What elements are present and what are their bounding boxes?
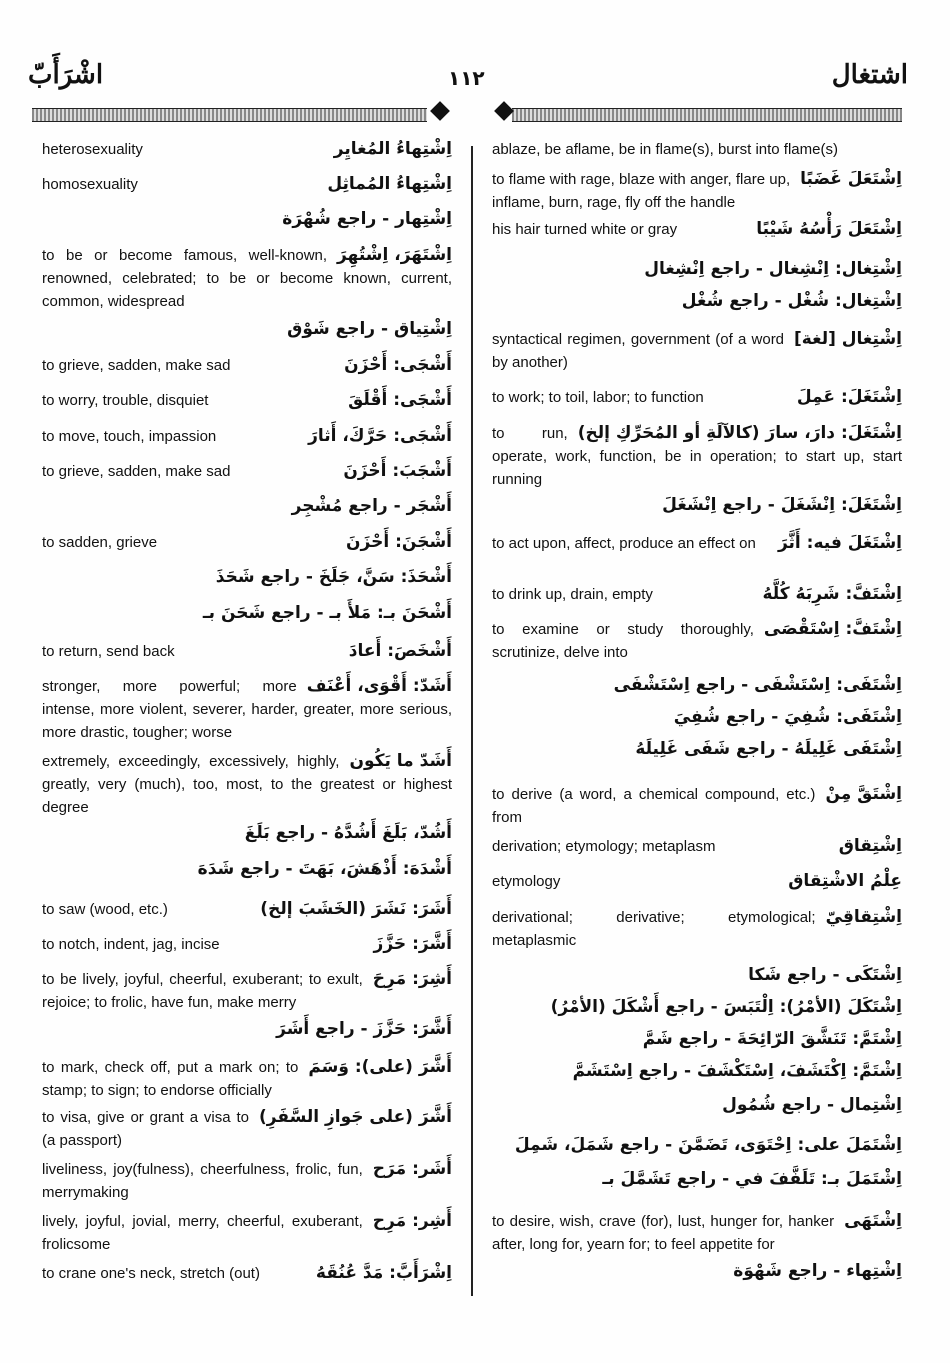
dictionary-entry (42, 898, 452, 921)
arabic-term: اِشْتِغال: شُغْل - راجع شُغْل (681, 291, 902, 311)
dictionary-entry (42, 675, 452, 744)
dictionary-entry (42, 1262, 452, 1285)
arabic-term: أَشْجَر - راجع مُشْجِر (291, 496, 452, 516)
english-definition: etymology (492, 873, 561, 890)
dictionary-entry (492, 1168, 902, 1191)
arabic-term: اِشْتَقَّ مِنْ (825, 784, 902, 804)
dictionary-entry (492, 835, 902, 858)
arabic-term: اِشْتَغَلَ: اِنْشَغَلَ - راجع اِنْشَغَلَ (662, 495, 902, 515)
diamond-ornament-icon (430, 101, 450, 121)
dictionary-entry (492, 494, 902, 517)
dictionary-entry (42, 531, 452, 554)
arabic-term: اِشْتَفَى: اِسْتَشْفَى - راجع اِسْتَشْفَى (613, 675, 902, 695)
english-definition: heterosexuality (42, 141, 143, 158)
dictionary-entry (42, 1210, 452, 1256)
english-definition: stronger, more powerful; more intense, more violent, severer, harder, greater, more serious, more drastic, tougher; worse (42, 678, 452, 741)
dictionary-entry (492, 583, 902, 606)
dictionary-entry (492, 290, 902, 313)
dictionary-entry (492, 964, 902, 987)
dictionary-entry (492, 138, 902, 161)
dictionary-entry (42, 244, 452, 313)
dictionary-entry (492, 674, 902, 697)
arabic-term: أَشَرَ: نَشَرَ (الخَشَبَ إلخ) (260, 899, 452, 919)
header-rule-right (512, 108, 902, 122)
english-definition: to worry, trouble, disquiet (42, 392, 209, 409)
arabic-term: أَشَّرَ (على جَوازِ السَّفَرِ) (258, 1107, 452, 1127)
dictionary-entry (492, 532, 902, 555)
arabic-term: اِشْتِهاء - راجع شَهْوَة (733, 1261, 902, 1281)
english-definition: to sadden, grieve (42, 534, 158, 551)
dictionary-entry (42, 602, 452, 625)
english-definition: to be lively, joyful, cheerful, exuberant; to exult, rejoice; to frolic, have fun, make merry (42, 971, 363, 1011)
english-definition: derivation; etymology; metaplasm (492, 838, 716, 855)
arabic-term: أَشَر: مَرَح (372, 1159, 452, 1179)
dictionary-entry (42, 1106, 452, 1152)
arabic-term: اِشْتَغَلَ: عَمِلَ (796, 387, 902, 407)
dictionary-entry (492, 422, 902, 491)
arabic-term: اِشْتَفَى غَلِيلَهُ - راجع شَفَى غَلِيلَهُ (635, 739, 902, 759)
arabic-term: أَشِرَ: مَرِحَ (372, 969, 452, 989)
arabic-term: اِشْتَكَلَ (الأمْرُ): اِلْتَبَسَ - راجع أَشْكَلَ (الأمْرُ) (550, 997, 902, 1017)
arabic-term: اِشْرَأَبَّ: مَدَّ عُنُقَهُ (315, 1263, 452, 1283)
english-definition: to grieve, sadden, make sad (42, 463, 231, 480)
dictionary-entry (492, 328, 902, 374)
dictionary-entry (492, 783, 902, 829)
dictionary-entry (492, 218, 902, 241)
dictionary-entry (42, 968, 452, 1014)
arabic-term: اِشْتَكَى - راجع شَكا (748, 965, 902, 985)
english-definition: syntactical regimen, government (of a word by another) (492, 331, 785, 371)
english-definition: liveliness, joy(fulness), cheerfulness, frolic, fun, merrymaking (42, 1161, 363, 1201)
dictionary-entry (42, 138, 452, 161)
english-definition: homosexuality (42, 176, 138, 193)
dictionary-entry (492, 1028, 902, 1051)
english-definition: to drink up, drain, empty (492, 586, 653, 603)
dictionary-entry (42, 389, 452, 412)
arabic-term: أَشْخَصَ: أَعادَ (348, 641, 452, 661)
dictionary-entry (42, 640, 452, 663)
arabic-term: اِشْتَمَلَ بـ: تَلَفَّفَ في - راجع تَشَمَّلَ بـ (602, 1169, 902, 1189)
header-rule-left (32, 108, 427, 122)
dictionary-entry (492, 1094, 902, 1117)
arabic-term: اِشْتَفَّ: شَرِبَهُ كُلَّهُ (762, 584, 902, 604)
english-definition: his hair turned white or gray (492, 221, 678, 238)
guide-word-right: اشتغال (831, 60, 908, 90)
arabic-term: أَشْحَنَ بـ: مَلأَ بـ - راجع شَحَنَ بـ (202, 603, 452, 623)
dictionary-entry (42, 1018, 452, 1041)
dictionary-entry (42, 1158, 452, 1204)
dictionary-entry (42, 208, 452, 231)
arabic-term: اِشْتِقاقِيّ (825, 907, 902, 927)
dictionary-entry (492, 906, 902, 952)
arabic-term: اِشْتَهَى (844, 1211, 902, 1231)
dictionary-entry (492, 738, 902, 761)
english-definition: to desire, wish, crave (for), lust, hunger for, hanker after, long for, yearn for; to feel appetite for (492, 1213, 835, 1253)
english-definition: derivational; derivative; etymological; metaplasmic (492, 909, 816, 949)
dictionary-entry (492, 168, 902, 214)
arabic-term: أَشْجَنَ: أَحْزَنَ (346, 532, 452, 552)
dictionary-entry (42, 318, 452, 341)
arabic-term: اِشْتَهَرَ، اِشْتُهِرَ (337, 245, 452, 265)
dictionary-entry (42, 858, 452, 881)
arabic-term: أَشُدّ، بَلَغَ أَشُدَّهُ - راجع بَلَغَ (244, 823, 452, 843)
arabic-term: اِشْتِغال [لغة] (794, 329, 902, 349)
english-definition: to move, touch, impassion (42, 428, 217, 445)
dictionary-entry (42, 1056, 452, 1102)
english-definition: to flame with rage, blaze with anger, flare up, inflame, burn, rage, fly off the handle (492, 171, 791, 211)
dictionary-entry (492, 618, 902, 664)
arabic-term: أَشْحَذَ: سَنَّ، جَلَخَ - راجع شَحَذَ (215, 567, 452, 587)
dictionary-entry (42, 822, 452, 845)
dictionary-entry (492, 706, 902, 729)
arabic-term: اِشْتِهاءُ المُغايِر (333, 139, 452, 159)
dictionary-entry (42, 354, 452, 377)
arabic-term: اِشْتِغال: اِنْشِغال - راجع اِنْشِغال (644, 259, 902, 279)
english-definition: to mark, check off, put a mark on; to stamp; to sign; to endorse officially (42, 1059, 299, 1099)
dictionary-entry (492, 258, 902, 281)
arabic-term: اِشْتَمَلَ على: اِحْتَوَى، تَضَمَّنَ - راجع شَمَلَ، شَمِلَ (514, 1135, 902, 1155)
arabic-term: عِلْمُ الاشْتِقاق (788, 871, 902, 891)
english-definition: to return, send back (42, 643, 175, 660)
english-definition: to saw (wood, etc.) (42, 901, 168, 918)
dictionary-entry (42, 750, 452, 819)
arabic-term: أَشْجَى: أَقْلَقَ (348, 390, 452, 410)
column-divider (471, 146, 473, 1296)
dictionary-entry (42, 495, 452, 518)
english-definition: to grieve, sadden, make sad (42, 357, 231, 374)
arabic-term: اِشْتِهار - راجع شُهْرَة (282, 209, 452, 229)
arabic-term: اِشْتِياق - راجع شَوْق (287, 319, 452, 339)
english-definition: to visa, give or grant a visa to (a passport) (42, 1109, 249, 1149)
arabic-term: أَشَدّ: أَقْوَى، أَعْنَف (306, 676, 452, 696)
dictionary-entry (492, 386, 902, 409)
dictionary-entry (42, 173, 452, 196)
arabic-term: اِشْتِهاءُ المُماثِل (327, 174, 452, 194)
arabic-term: أَشْدَهَ: أَذْهَشَ، بَهَتَ - راجع شَدَهَ (197, 859, 452, 879)
arabic-term: أَشْجَى: حَرَّكَ، أَثارَ (308, 426, 452, 446)
dictionary-entry (42, 460, 452, 483)
arabic-term: اِشْتِمال - راجع شُمُول (722, 1095, 902, 1115)
arabic-term: أَشَّرَ: حَزَّزَ (373, 934, 452, 954)
dictionary-entry (42, 566, 452, 589)
english-definition: to crane one's neck, stretch (out) (42, 1265, 260, 1282)
arabic-term: اِشْتَغَلَ: دارَ، سارَ (كالآلَةِ أو المُحَرِّكِ إلخ) (577, 423, 902, 443)
arabic-term: أَشَدّ ما يَكُون (349, 751, 452, 771)
arabic-term: أَشَّرَ: حَزَّزَ - راجع أَشَرَ (276, 1019, 452, 1039)
english-definition: to act upon, affect, produce an effect on (492, 535, 756, 552)
arabic-term: أَشْجَبَ: أَحْزَنَ (343, 461, 452, 481)
arabic-term: أَشِر: مَرِح (372, 1211, 452, 1231)
arabic-term: اِشْتَغَلَ فيه: أَثَّرَ (777, 533, 902, 553)
page-header (28, 60, 908, 100)
arabic-term: اِشْتَفَى: شُفِيَ - راجع شُفِيَ (673, 707, 902, 727)
arabic-term: اِشْتَعَلَ رَأْسُهُ شَيْبًا (756, 219, 902, 239)
english-definition: ablaze, be aflame, be in flame(s), burst into flame(s) (492, 141, 838, 158)
dictionary-entry (42, 425, 452, 448)
english-definition: to run, operate, work, function, be in operation; to start up, start running (492, 425, 902, 488)
arabic-term: أَشَّرَ (على): وَسَمَ (308, 1057, 452, 1077)
arabic-term: اِشْتَعَلَ غَضَبًا (800, 169, 902, 189)
arabic-term: اِشْتِقاق (838, 836, 902, 856)
dictionary-entry (492, 1210, 902, 1256)
english-definition: to examine or study thoroughly, scrutinize, delve into (492, 621, 754, 661)
dictionary-entry (42, 933, 452, 956)
english-definition: lively, joyful, jovial, merry, cheerful, exuberant, frolicsome (42, 1213, 363, 1253)
arabic-term: اِشْتَمَّ: اِكْتَشَفَ، اِسْتَكْشَفَ - راجع اِسْتَشَمَّ (572, 1061, 902, 1081)
arabic-term: اِشْتَمَّ: تَنَشَّقَ الرّائِحَةَ - راجع شَمَّ (642, 1029, 902, 1049)
english-definition: to be or become famous, well-known, renowned, celebrated; to be or become known, current, common, widespread (42, 247, 452, 310)
arabic-term: أَشْجَى: أَحْزَنَ (344, 355, 452, 375)
diamond-ornament-icon (494, 101, 514, 121)
arabic-term: اِشْتَفَّ: اِسْتَقْصَى (763, 619, 902, 639)
dictionary-entry (492, 1060, 902, 1083)
page-number: ١١٢ (448, 66, 485, 90)
english-definition: extremely, exceedingly, excessively, highly, greatly, very (much), too, most, to the greatest or highest degree (42, 753, 452, 816)
english-definition: to work; to toil, labor; to function (492, 389, 704, 406)
dictionary-entry (492, 1260, 902, 1283)
english-definition: to notch, indent, jag, incise (42, 936, 220, 953)
guide-word-left: اشْرَأَبّ (28, 60, 104, 90)
dictionary-entry (492, 870, 902, 893)
english-definition: to derive (a word, a chemical compound, etc.) from (492, 786, 816, 826)
dictionary-entry (492, 996, 902, 1019)
dictionary-entry (492, 1134, 902, 1157)
